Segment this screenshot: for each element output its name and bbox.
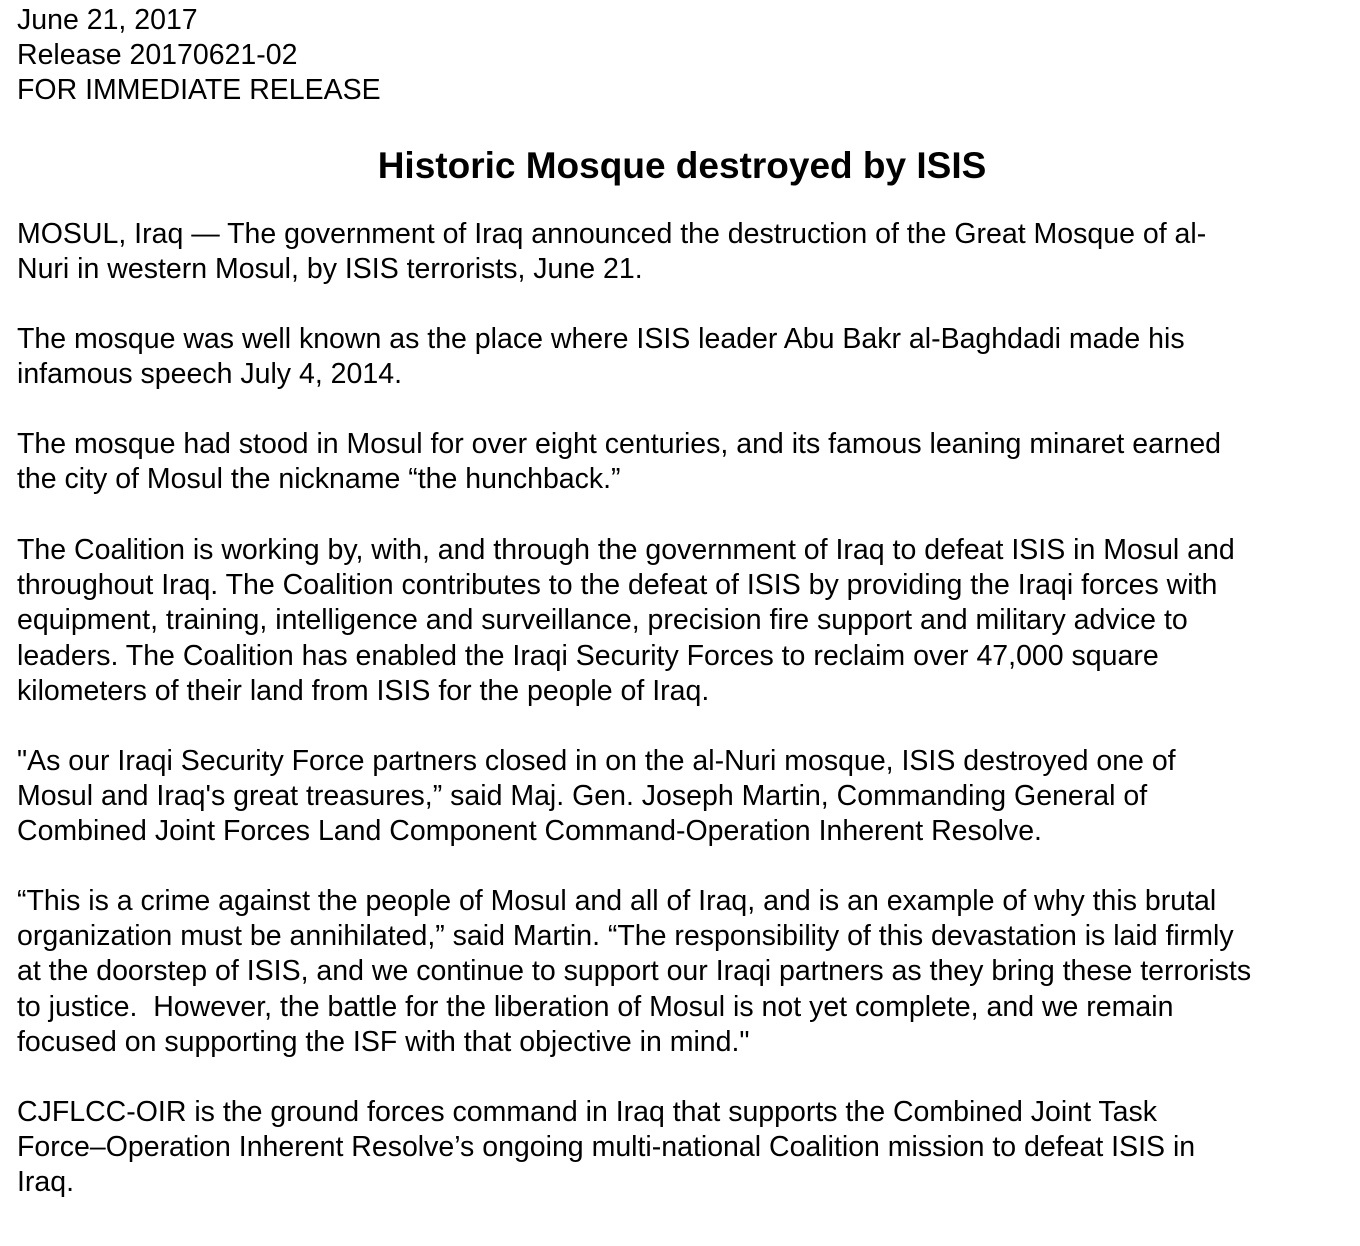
release-header <box>17 3 381 108</box>
paragraph-line: focused on supporting the ISF with that objective in mind." <box>17 1025 750 1058</box>
paragraph-line: throughout Iraq. The Coalition contributes to the defeat of ISIS by providing the Iraqi forces with <box>17 569 1218 602</box>
paragraph-line: "As our Iraqi Security Force partners closed in on the al-Nuri mosque, ISIS destroyed one of <box>17 745 1176 777</box>
paragraph-line: The Coalition is working by, with, and through the government of Iraq to defeat ISIS in Mosul and <box>17 534 1235 566</box>
paragraph-1 <box>17 217 1347 287</box>
paragraph-line: CJFLCC-OIR is the ground forces command in Iraq that supports the Combined Joint Task <box>17 1096 1157 1128</box>
paragraph-6 <box>17 884 1347 1060</box>
paragraph-2 <box>17 322 1347 392</box>
release-number: Release 20170621-02 <box>17 39 298 71</box>
paragraph-line: Nuri in western Mosul, by ISIS terrorists, June 21. <box>17 253 643 286</box>
paragraph-line: the city of Mosul the nickname “the hunchback.” <box>17 463 621 496</box>
release-type: FOR IMMEDIATE RELEASE <box>17 74 381 106</box>
paragraph-4 <box>17 533 1347 709</box>
paragraph-line: organization must be annihilated,” said Martin. “The responsibility of this devastation is laid firmly <box>17 920 1234 953</box>
release-date: June 21, 2017 <box>17 4 198 36</box>
paragraph-line: leaders. The Coalition has enabled the Iraqi Security Forces to reclaim over 47,000 square <box>17 639 1159 672</box>
paragraph-5 <box>17 744 1347 850</box>
paragraph-line: to justice. However, the battle for the liberation of Mosul is not yet complete, and we remain <box>17 990 1174 1023</box>
paragraph-line: kilometers of their land from ISIS for the people of Iraq. <box>17 674 710 707</box>
paragraph-line: “This is a crime against the people of Mosul and all of Iraq, and is an example of why this brutal <box>17 885 1217 917</box>
paragraph-line: equipment, training, intelligence and surveillance, precision fire support and military advice to <box>17 604 1188 637</box>
paragraph-line: Mosul and Iraq's great treasures,” said Maj. Gen. Joseph Martin, Commanding General of <box>17 780 1148 813</box>
paragraph-line: infamous speech July 4, 2014. <box>17 358 402 391</box>
paragraph-line: MOSUL, Iraq — The government of Iraq announced the destruction of the Great Mosque of al- <box>17 218 1207 250</box>
paragraph-line: The mosque was well known as the place where ISIS leader Abu Bakr al-Baghdadi made his <box>17 323 1185 355</box>
paragraph-line: Force–Operation Inherent Resolve’s ongoing multi-national Coalition mission to defeat ISIS in <box>17 1131 1196 1164</box>
paragraph-line: Combined Joint Forces Land Component Command-Operation Inherent Resolve. <box>17 815 1042 848</box>
paragraph-3 <box>17 427 1347 497</box>
page-title: Historic Mosque destroyed by ISIS <box>377 145 987 186</box>
paragraph-line: The mosque had stood in Mosul for over eight centuries, and its famous leaning minaret earned <box>17 428 1222 460</box>
paragraph-line: at the doorstep of ISIS, and we continue to support our Iraqi partners as they bring these terrorists <box>17 955 1252 988</box>
paragraph-7 <box>17 1095 1347 1201</box>
paragraph-line: Iraq. <box>17 1166 75 1199</box>
